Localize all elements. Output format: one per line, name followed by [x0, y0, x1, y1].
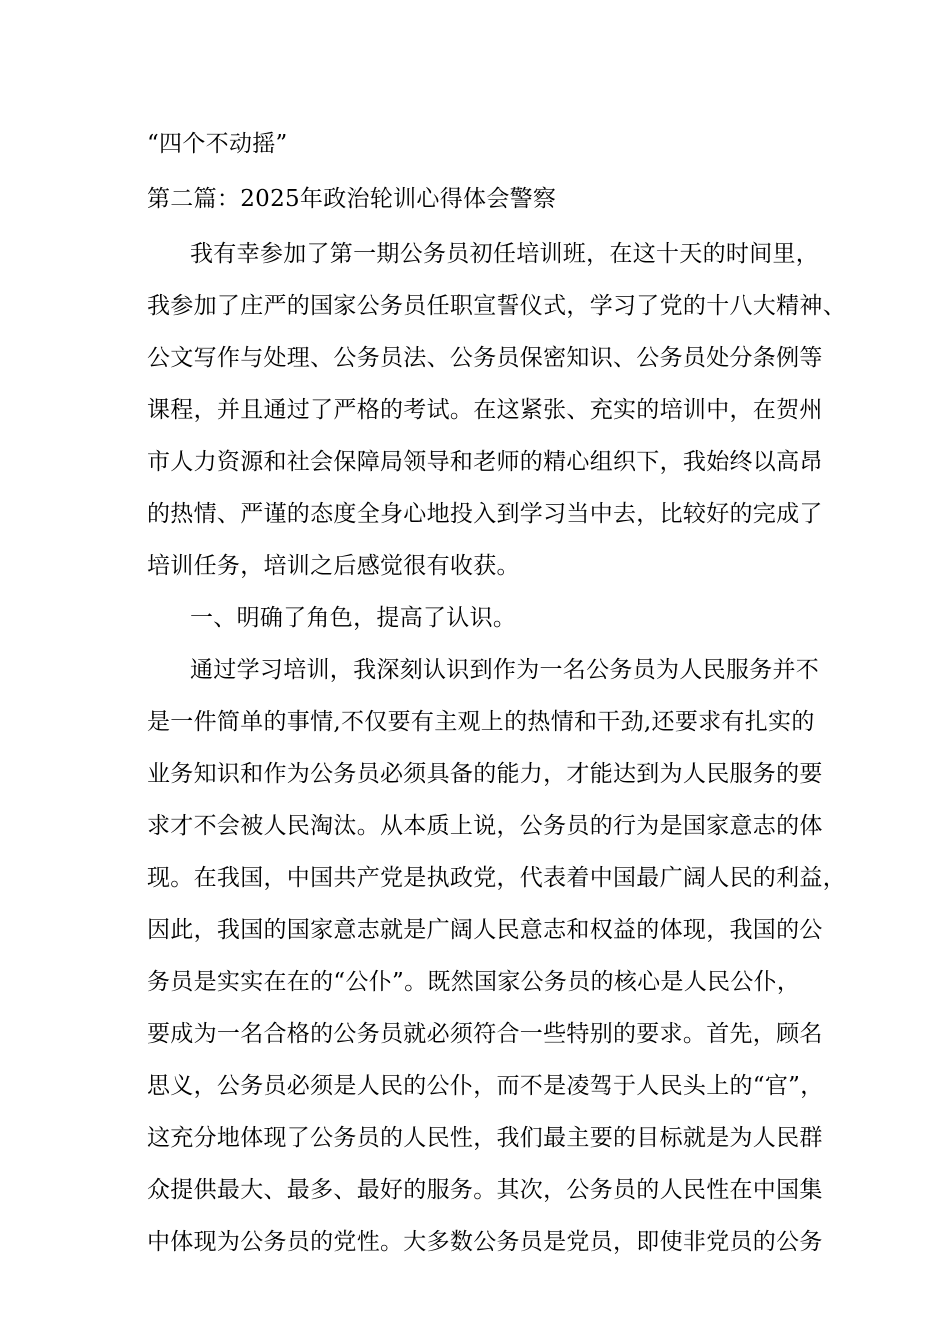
text-line: 因此，我国的国家意志就是广阔人民意志和权益的体现，我国的公 [147, 917, 823, 943]
section-title: 第二篇：2025年政治轮训心得体会警察 [147, 186, 557, 212]
text-line: 我参加了庄严的国家公务员任职宣誓仪式，学习了党的十八大精神、 [147, 293, 846, 319]
text-line: 的热情、严谨的态度全身心地投入到学习当中去，比较好的完成了 [147, 501, 823, 527]
text-line: 务员是实实在在的“公仆”。既然国家公务员的核心是人民公仆， [147, 969, 801, 995]
text-line: 现。在我国，中国共产党是执政党，代表着中国最广阔人民的利益， [147, 865, 846, 891]
text-line: 我有幸参加了第一期公务员初任培训班，在这十天的时间里， [190, 241, 820, 267]
text-line: 是一件简单的事情,不仅要有主观上的热情和干劲,还要求有扎实的 [147, 709, 815, 735]
text-line: 培训任务，培训之后感觉很有收获。 [147, 553, 520, 579]
text-line-continuation: “四个不动摇” [147, 131, 288, 157]
text-line: 思义，公务员必须是人民的公仆，而不是凌驾于人民头上的“官”， [147, 1073, 824, 1099]
text-line: 求才不会被人民淘汰。从本质上说，公务员的行为是国家意志的体 [147, 813, 823, 839]
subsection-heading: 一、明确了角色，提高了认识。 [190, 605, 517, 631]
text-line: 公文写作与处理、公务员法、公务员保密知识、公务员处分条例等 [147, 345, 823, 371]
text-line: 要成为一名合格的公务员就必须符合一些特别的要求。首先，顾名 [147, 1021, 823, 1047]
text-line: 通过学习培训，我深刻认识到作为一名公务员为人民服务并不 [190, 657, 820, 683]
text-line: 这充分地体现了公务员的人民性，我们最主要的目标就是为人民群 [147, 1125, 823, 1151]
text-line: 中体现为公务员的党性。大多数公务员是党员，即使非党员的公务 [147, 1229, 823, 1255]
text-line: 业务知识和作为公务员必须具备的能力，才能达到为人民服务的要 [147, 761, 823, 787]
text-line: 课程，并且通过了严格的考试。在这紧张、充实的培训中，在贺州 [147, 397, 823, 423]
text-line: 市人力资源和社会保障局领导和老师的精心组织下，我始终以高昂 [147, 449, 823, 475]
text-line: 众提供最大、最多、最好的服务。其次，公务员的人民性在中国集 [147, 1177, 823, 1203]
